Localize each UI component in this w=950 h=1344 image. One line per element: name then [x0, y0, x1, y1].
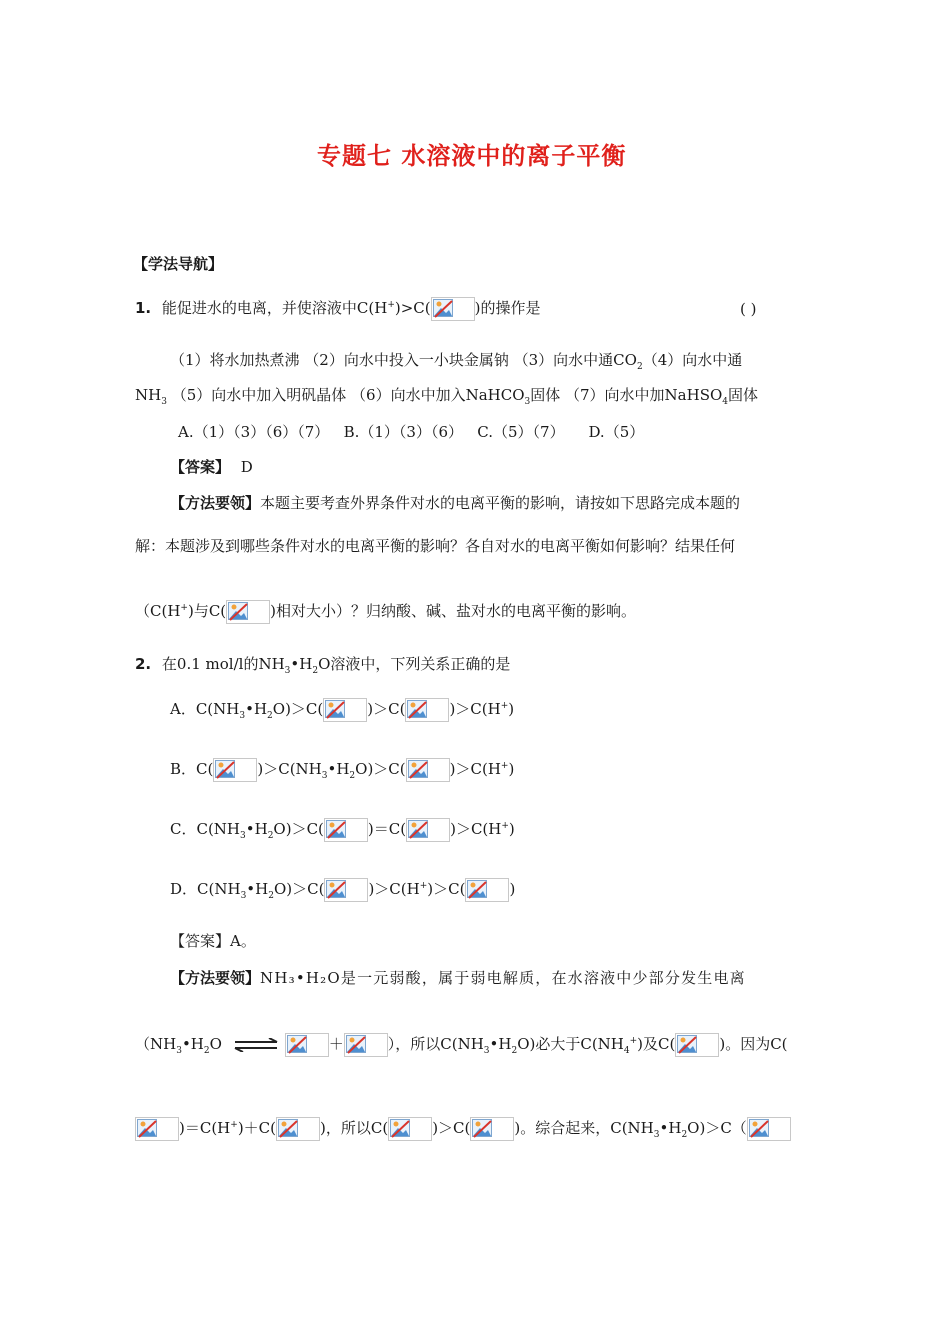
q2-method-text1: NH₃•H₂O是一元弱酸，属于弱电解质，在水溶液中少部分发生电离 [260, 969, 746, 987]
q2-option-a-gt2: )＞C( [449, 700, 488, 718]
q2-m2-f: )及C( [637, 1035, 676, 1053]
broken-image-icon [431, 297, 475, 321]
q2-option-b-end: O)＞C( [355, 760, 406, 778]
q1-number: 1. [135, 299, 152, 317]
q2-option-d-h: H+)＞C( [406, 880, 466, 898]
q1-method-line2: 解：本题涉及到哪些条件对水的电离平衡的影响？各自对水的电离平衡如何影响？结果任何 [135, 537, 736, 555]
q2-m2-g: )。因为C( [719, 1035, 788, 1053]
q2-answer: 【答案】A。 [170, 932, 256, 950]
q2-number: 2. [135, 655, 152, 673]
q1-method-label: 【方法要领】 [170, 494, 261, 512]
q2-option-b-start: B．C( [170, 760, 214, 778]
broken-image-icon [405, 698, 449, 722]
equilibrium-arrow-icon [233, 1038, 279, 1052]
q2-m2-plus: ＋ [328, 1035, 344, 1053]
q1-nh3: NH [135, 386, 162, 404]
q2-m2-a: （NH [135, 1035, 177, 1053]
page-title: 专题七 水溶液中的离子平衡 [317, 142, 627, 170]
broken-image-icon [323, 698, 367, 722]
q2-m3-e: )。综合起来，C(NH [514, 1119, 654, 1137]
q1-stem-c: )的操作是 [474, 299, 541, 317]
broken-image-icon [135, 1117, 179, 1141]
q2-option-d-end: O)＞C( [273, 880, 325, 898]
q2-stem-b: •H [290, 655, 313, 673]
q2-method-line3: )＝C(H+)＋C( )，所以C( )＞C( )。综合起来，$C(NH_3•H_2O)>C$（ [135, 1117, 791, 1141]
q2-option-d-start: D．C(NH [170, 880, 241, 898]
q2-method-line2: （$NH_3•H_2O$ ＋ ），所以$C(NH_3•H_2O)$必大于$C(NH_4^+)$及C( )。因为C( [135, 1035, 788, 1056]
q2-option-b-gt: )＞C(NH [257, 760, 322, 778]
q1-options-line2: $NH_3$ （5）向水中加入明矾晶体 （6）向水中加入NaHCO$_3$固体 （7）向水中加NaHSO$_4$固体 [135, 386, 759, 407]
broken-image-icon [285, 1033, 329, 1057]
q2-stem-c: O溶液中，下列关系正确的是 [318, 655, 511, 673]
q2-option-c: C．$C(NH_3•H_2O)>C$( )＝C( )＞C(H+) [170, 820, 515, 841]
q1-options-line2-d: 固体 [728, 386, 759, 404]
q2-option-d-mid: •H [246, 880, 269, 898]
broken-image-icon [276, 1117, 320, 1141]
q2-option-a-mid: •H [245, 700, 268, 718]
broken-image-icon [406, 818, 450, 842]
q1-options-line1: （1）将水加热煮沸 （2）向水中投入一小块金属钠 （3）向水中通$CO_2(4)$向水中通 [170, 351, 743, 372]
broken-image-icon [324, 878, 368, 902]
q2-m2-e: O)必大于C(NH [517, 1035, 624, 1053]
q2-stem: 2. 在0.1 mol/l的$NH_3•H_2O$溶液中，下列关系正确的是 [135, 655, 511, 676]
q2-m2-d: ），所以C(NH [387, 1035, 484, 1053]
q2-option-c-gt: )＞C( [450, 820, 489, 838]
q2-stem-a: 在0.1 mol/l的NH [161, 655, 285, 673]
q1-choices: A.（1）（3）（6）（7） B.（1）（3）（6） C.（5）（7） D.（5） [178, 423, 645, 441]
broken-image-icon [406, 758, 450, 782]
q1-options-line2-b: （5）向水中加入明矾晶体 （6）向水中加入NaHCO [171, 386, 525, 404]
broken-image-icon [747, 1117, 791, 1141]
q1-method-line3: （C(H+)与C( )相对大小）？归纳酸、碱、盐对水的电离平衡的影响。 [135, 600, 636, 624]
q2-option-b: B．C( )$>C(NH_3•H_2O)>C$( )＞C(H+) [170, 760, 515, 781]
q2-option-a-gt1: )＞C( [367, 700, 406, 718]
q1-answer-value: D [240, 458, 253, 476]
q2-option-c-h: H+) [488, 820, 515, 838]
q2-option-c-mid: •H [245, 820, 268, 838]
q2-option-c-eq: )＝C( [367, 820, 407, 838]
q2-option-a-h: H+) [487, 700, 515, 718]
q2-method-line1 [170, 967, 746, 988]
q2-m2-b: •H [181, 1035, 204, 1053]
broken-image-icon [324, 818, 368, 842]
q2-option-a-end: O)＞C( [272, 700, 324, 718]
q1-method-line1 [170, 492, 740, 513]
q2-option-c-start: C．C(NH [170, 820, 241, 838]
q1-method-line3-c: )相对大小）？归纳酸、碱、盐对水的电离平衡的影响。 [270, 602, 637, 620]
q2-method-label: 【方法要领】 [170, 969, 261, 987]
q2-m2-c: O [209, 1035, 222, 1053]
q2-option-c-end: O)＞C( [273, 820, 324, 838]
q1-options-line2-c: 固体 （7）向水中加NaHSO [530, 386, 723, 404]
broken-image-icon [675, 1033, 719, 1057]
q1-method-line3-a: （C(H [135, 602, 181, 620]
q2-option-d: D．$C(NH_3•H_2O)>C$( )＞C(H+)＞C( ) [170, 880, 516, 901]
q1-paren: ( ) [740, 300, 757, 318]
broken-image-icon [213, 758, 257, 782]
q2-option-d-gt: )＞C( [368, 880, 407, 898]
q2-option-a: A．$C(NH_3•H_2O)>C$( )＞C( )＞C(H+) [170, 700, 515, 721]
q1-answer-label: 【答案】 [170, 458, 231, 476]
broken-image-icon [226, 600, 270, 624]
q1-stem-a: 能促进水的电离，并使溶液中C(H [161, 299, 388, 317]
broken-image-icon [470, 1117, 514, 1141]
broken-image-icon [465, 878, 509, 902]
q1-stem-b: )>C( [394, 299, 431, 317]
q2-m3-b: )＋C( [237, 1119, 276, 1137]
q2-option-b-gt2: )＞C( [449, 760, 488, 778]
q1-answer [170, 456, 253, 477]
q1-stem: 1. 能促进水的电离，并使溶液中C(H+)>C( )的操作是 [135, 297, 541, 321]
q2-m3-a: )＝C(H [179, 1119, 231, 1137]
q2-m3-d: )＞C( [432, 1119, 471, 1137]
broken-image-icon [388, 1117, 432, 1141]
q2-option-a-start: A．C(NH [170, 700, 240, 718]
q2-option-b-h: H+) [487, 760, 515, 778]
q1-method-text1: 本题主要考查外界条件对水的电离平衡的影响，请按如下思路完成本题的 [260, 494, 741, 512]
q1-options-line1-tail: （4）向水中通 [642, 351, 743, 369]
broken-image-icon [344, 1033, 388, 1057]
q1-options-line1-text: （1）将水加热煮沸 （2）向水中投入一小块金属钠 （3）向水中通CO [170, 351, 637, 369]
q2-m3-mid: •H [659, 1119, 682, 1137]
q2-m3-f: O)＞C（ [687, 1119, 747, 1137]
section-heading: 【学法导航】 [133, 255, 224, 273]
q2-m2-mid: •H [489, 1035, 512, 1053]
q2-option-b-mid: •H [327, 760, 350, 778]
q2-option-d-close: ) [509, 880, 516, 898]
q1-method-line3-b: )与C( [187, 602, 227, 620]
q2-m3-c: )，所以C( [320, 1119, 389, 1137]
